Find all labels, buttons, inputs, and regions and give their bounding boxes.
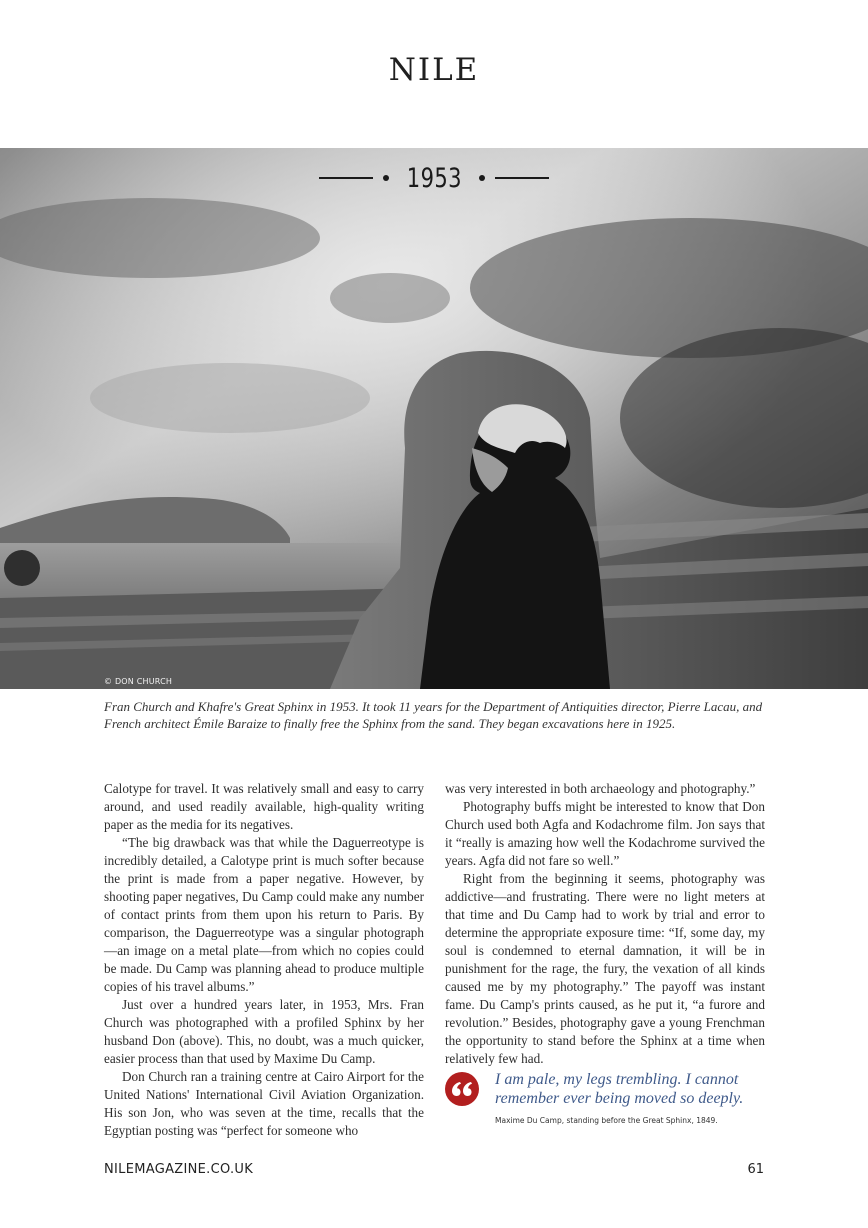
- year-line-left: [319, 177, 373, 179]
- article-column-left: [104, 780, 424, 1140]
- year-marker: [0, 160, 868, 196]
- pull-quote: [445, 1070, 767, 1130]
- photo-credit: © DON CHURCH: [104, 677, 173, 686]
- paragraph: “The big drawback was that while the Daguerreotype is incredibly detailed, a Calotype print is much softer because the print is made from a paper negative. However, by shooting paper negatives, Du Camp could make any number of contact prints from them upon his return to Paris. By comparison, the Daguerreotype was a singular photograph—an image on a metal plate—from which no copies could be made. Du Camp was planning ahead to produce multiple copies of his travel albums.”: [104, 835, 424, 994]
- year-line-right: [495, 177, 549, 179]
- photo-caption: Fran Church and Khafre's Great Sphinx in 1953. It took 11 years for the Department of Antiquities director, Pierre Lacau, and French architect Émile Baraize to finally free the Sphinx from the sand. They began excavations here in 1925.: [104, 699, 763, 731]
- paragraph: was very interested in both archaeology and photography.”: [445, 781, 756, 796]
- year-dot-left: [383, 175, 389, 181]
- pull-quote-text: I am pale, my legs trembling. I cannot remember ever being moved so deeply.: [495, 1071, 744, 1107]
- masthead-title: NILE: [388, 52, 480, 88]
- footer-website-link[interactable]: NILEMAGAZINE.CO.UK: [104, 1162, 254, 1177]
- paragraph: Calotype for travel. It was relatively small and easy to carry around, and used readily available, high-quality writing paper as the media for its negatives.: [104, 781, 424, 832]
- paragraph: Photography buffs might be interested to know that Don Church used both Agfa and Kodachrome film. Jon says that it “really is amazing how well the Kodachrome survived the years. Agfa did not fare so well.”: [445, 799, 765, 868]
- paragraph: Just over a hundred years later, in 1953, Mrs. Fran Church was photographed with a profiled Sphinx by her husband Don (above). This, no doubt, was a much quicker, easier process than that used by Maxime Du Camp.: [104, 997, 424, 1066]
- quote-mark-icon: [445, 1072, 479, 1106]
- pull-quote-attribution: Maxime Du Camp, standing before the Great Sphinx, 1849.: [495, 1116, 718, 1125]
- page-number: 61: [747, 1162, 764, 1177]
- sphinx-photo: [0, 148, 868, 689]
- year-dot-right: [479, 175, 485, 181]
- paragraph: Don Church ran a training centre at Cairo Airport for the United Nations' International Civil Aviation Organization. His son Jon, who was seven at the time, recalls that the Egyptian posting was “perfect for someone who: [104, 1069, 424, 1138]
- paragraph: Right from the beginning it seems, photography was addictive—and frustrating. There were no light meters at that time and Du Camp had to work by trial and error to determine the appropriate exposure time: “If, some day, my soul is condemned to eternal damnation, it will be in punishment for the rage, the fury, the vexation of all kinds caused me by my photography.” The payoff was instant fame. Du Camp's prints caused, as he put it, “a furore and revolution.” Besides, photography gave a young Frenchman the opportunity to stand before the Sphinx at a time when relatively few had.: [445, 871, 765, 1066]
- year-label: 1953: [406, 162, 462, 194]
- article-column-right: [445, 780, 765, 1068]
